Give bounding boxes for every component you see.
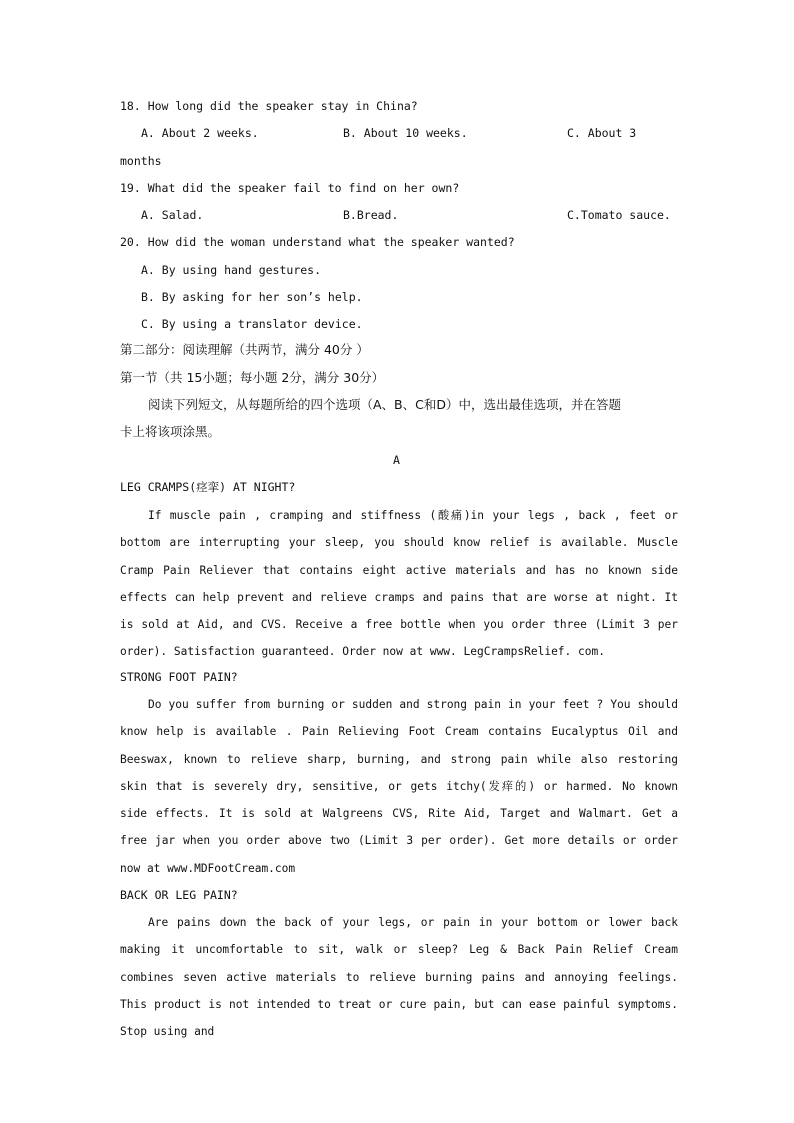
question-19-option-a: A. Salad. <box>141 208 204 222</box>
question-20-option-c: C. By using a translator device. <box>141 317 363 331</box>
question-19-option-c: C.Tomato sauce. <box>567 208 671 222</box>
ad-2-body <box>120 691 678 882</box>
ad-1-heading: LEG CRAMPS(痉挛) AT NIGHT? <box>120 480 296 494</box>
ad-3-body-text: Are pains down the back of your legs, or pain in your bottom or lower back making it uncomfortable to sit, walk or sleep? Leg & Back Pain Relief Cream combines seven active materials to relieve burning pains and annoying feelings. This product is not intended to treat or cure pain, but can ease painful symptoms. Stop using and <box>120 916 678 1039</box>
question-18-option-b: B. About 10 weeks. <box>343 126 468 140</box>
instructions-line-1: 阅读下列短文，从每题所给的四个选项（A、B、C和D）中，选出最佳选项，并在答题 <box>148 397 621 412</box>
instructions-line-2: 卡上将该项涂黑。 <box>120 424 221 439</box>
ad-1-body-text: If muscle pain , cramping and stiffness (酸痛)in your legs , back , feet or bottom are interrupting your sleep, you should know relief is available. Muscle Cramp Pain Reliever that contains eight active materials and has no known side effects can help prevent and relieve cramps and pains that are worse at night. It is sold at Aid, and CVS. Receive a free bottle when you order three (Limit 3 per order). Satisfaction guaranteed. Order now at www. LegCrampsRelief. com. <box>120 509 678 659</box>
question-18-option-a: A. About 2 weeks. <box>141 126 259 140</box>
ad-3-heading: BACK OR LEG PAIN? <box>120 888 238 902</box>
ad-1-body <box>120 502 678 666</box>
question-19-stem: 19. What did the speaker fail to find on her own? <box>120 181 460 195</box>
question-20-option-b: B. By asking for her son’s help. <box>141 290 363 304</box>
ad-2-heading: STRONG FOOT PAIN? <box>120 670 238 684</box>
question-20-stem: 20. How did the woman understand what the speaker wanted? <box>120 235 515 249</box>
question-18-option-c: C. About 3 <box>567 126 637 140</box>
question-19-option-b: B.Bread. <box>343 208 399 222</box>
part-two-title: 第二部分：阅读理解（共两节，满分 40分 ） <box>120 342 369 357</box>
section-one-title: 第一节（共 15小题；每小题 2分，满分 30分） <box>120 370 385 385</box>
question-18-option-c-continued: months <box>120 154 162 168</box>
question-18-stem: 18. How long did the speaker stay in China? <box>120 99 418 113</box>
ad-3-body <box>120 909 678 1045</box>
question-20-option-a: A. By using hand gestures. <box>141 263 322 277</box>
ad-2-body-text: Do you suffer from burning or sudden and strong pain in your feet ? You should know help is available . Pain Relieving Foot Cream contains Eucalyptus Oil and Beeswax, known to relieve sharp, burning, and strong pain while also restoring skin that is severely dry, sensitive, or gets itchy(发痒的) or harmed. No known side effects. It is sold at Walgreens CVS, Rite Aid, Target and Walmart. Get a free jar when you order above two (Limit 3 per order). Get more details or order now at www.MDFootCream.com <box>120 698 678 875</box>
passage-letter: A <box>393 453 400 467</box>
